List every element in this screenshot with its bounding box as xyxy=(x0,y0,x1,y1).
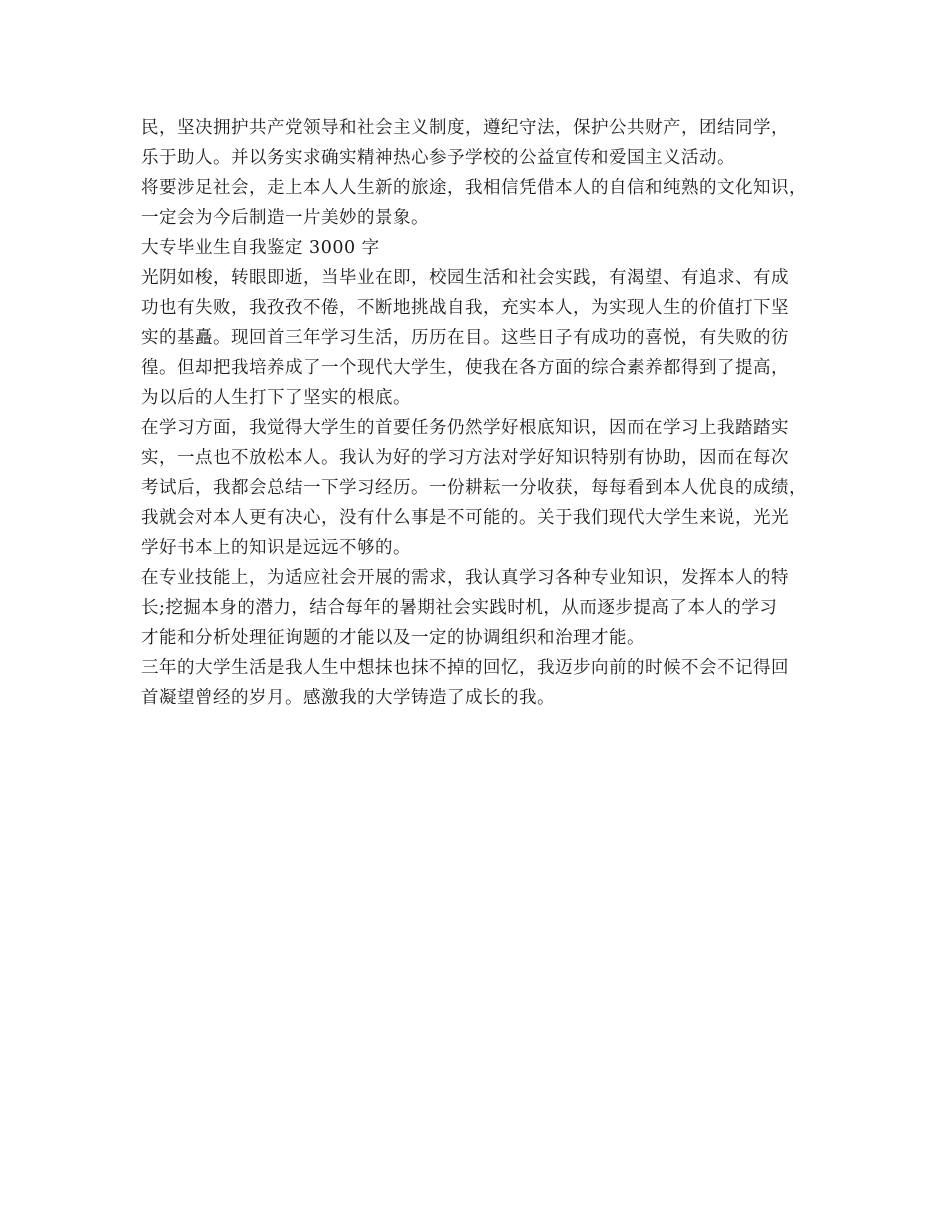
section-heading: 大专毕业生自我鉴定 3000 字 xyxy=(141,238,380,258)
text-line: 徨。但却把我培养成了一个现代大学生，使我在各方面的综合素养都得到了提高， xyxy=(141,358,789,378)
text-line: 我就会对本人更有决心，没有什么事是不可能的。关于我们现代大学生来说，光光 xyxy=(141,508,789,528)
text-line: 三年的大学生活是我人生中想抹也抹不掉的回忆，我迈步向前的时候不会不记得回 xyxy=(141,658,789,678)
document-body xyxy=(141,113,821,713)
text-line: 一定会为今后制造一片美妙的景象。 xyxy=(141,208,429,228)
text-line: 才能和分析处理征询题的才能以及一定的协调组织和治理才能。 xyxy=(141,628,645,648)
text-line: 实的基矗。现回首三年学习生活，历历在目。这些日子有成功的喜悦，有失败的彷 xyxy=(141,328,789,348)
text-line: 在学习方面，我觉得大学生的首要任务仍然学好根底知识，因而在学习上我踏踏实 xyxy=(141,418,789,438)
text-line: 在专业技能上，为适应社会开展的需求，我认真学习各种专业知识，发挥本人的特 xyxy=(141,568,789,588)
text-line: 考试后，我都会总结一下学习经历。一份耕耘一分收获，每每看到本人优良的成绩， xyxy=(141,478,807,498)
text-line: 光阴如梭，转眼即逝，当毕业在即，校园生活和社会实践，有渴望、有追求、有成 xyxy=(141,268,789,288)
text-line: 为以后的人生打下了坚实的根底。 xyxy=(141,388,411,408)
text-line: 学好书本上的知识是远远不够的。 xyxy=(141,538,411,558)
text-line: 民，坚决拥护共产党领导和社会主义制度，遵纪守法，保护公共财产，团结同学， xyxy=(141,118,789,138)
text-line: 功也有失败，我孜孜不倦，不断地挑战自我，充实本人，为实现人生的价值打下坚 xyxy=(141,298,789,318)
text-line: 长;挖掘本身的潜力，结合每年的暑期社会实践时机，从而逐步提高了本人的学习 xyxy=(141,598,778,618)
text-line: 乐于助人。并以务实求确实精神热心参予学校的公益宣传和爱国主义活动。 xyxy=(141,148,735,168)
text-line: 实，一点也不放松本人。我认为好的学习方法对学好知识特别有协助，因而在每次 xyxy=(141,448,789,468)
text-line: 首凝望曾经的岁月。感激我的大学铸造了成长的我。 xyxy=(141,688,555,708)
text-line: 将要涉足社会，走上本人人生新的旅途，我相信凭借本人的自信和纯熟的文化知识， xyxy=(141,178,807,198)
